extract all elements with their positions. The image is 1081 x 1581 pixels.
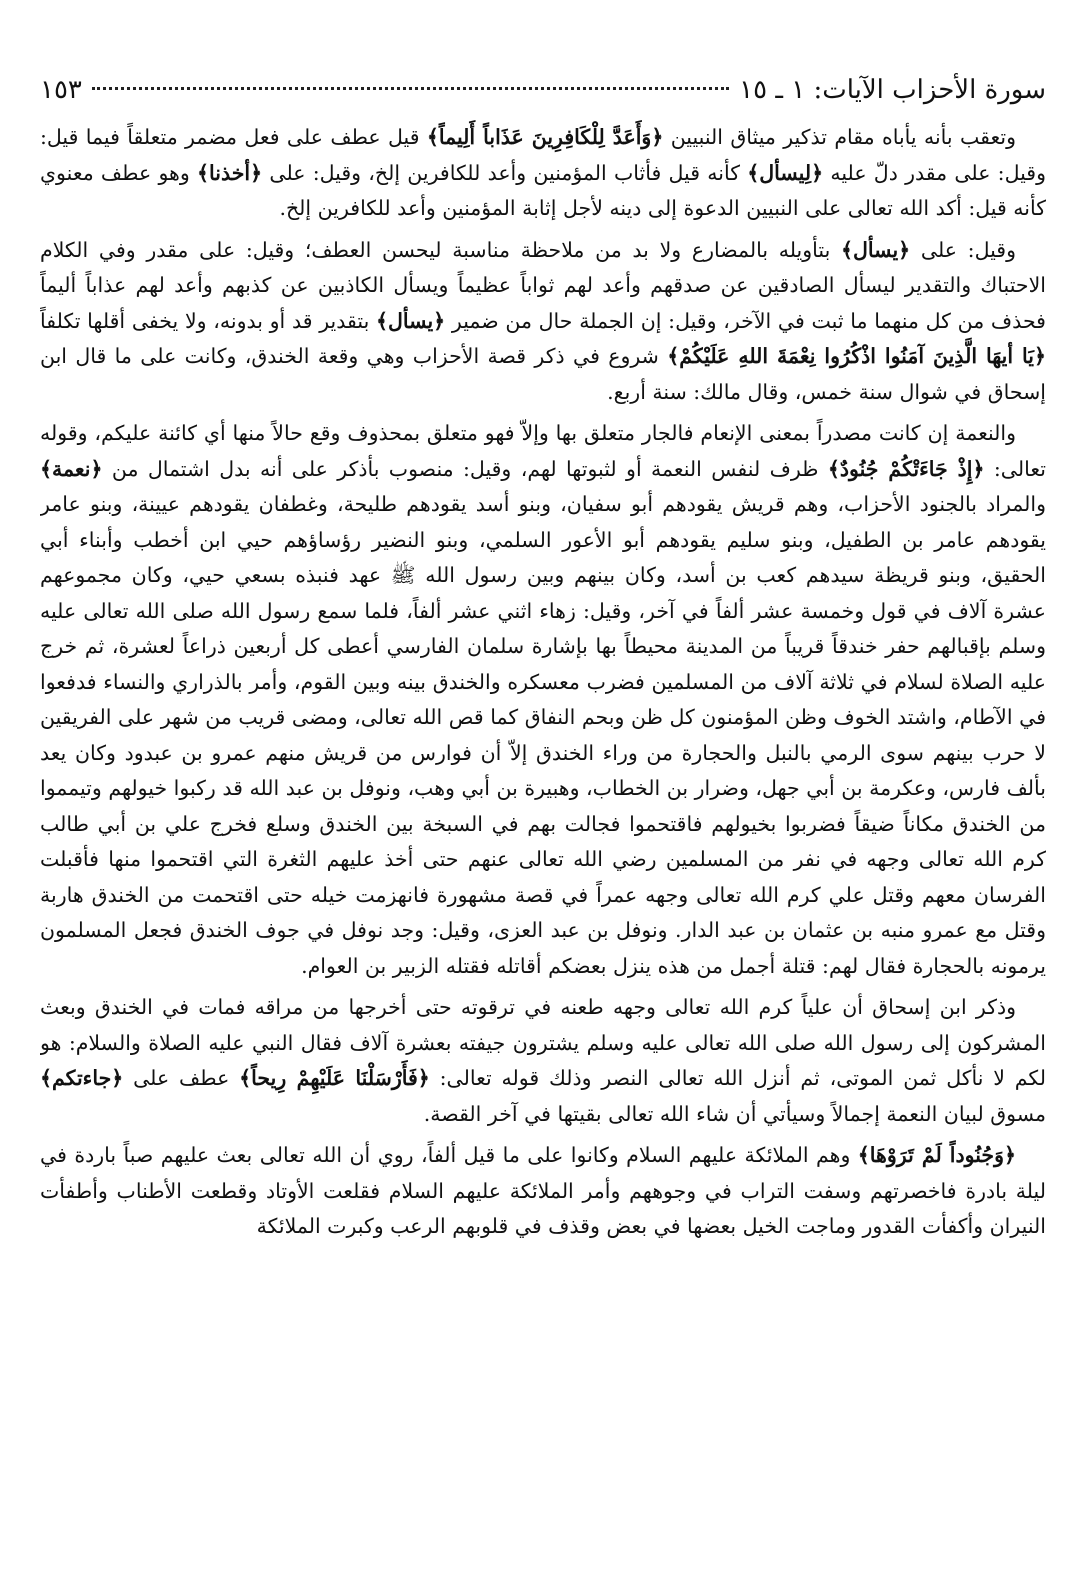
text-segment: قيل عطف على فعل مضمر متعلقاً فيما قيل: وقيل: على مقدر دلّ عليه (40, 125, 1046, 185)
paragraph (40, 233, 1046, 411)
book-page (40, 68, 1046, 1568)
text-segment: وتعقب بأنه يأباه مقام تذكير ميثاق النبيين (663, 125, 1016, 149)
paragraph (40, 416, 1046, 984)
text-segment: بتقدير قد أو بدونه، ولا يخفى أقلها تكلفاً (40, 308, 376, 333)
quran-quote: ﴿أخذنا﴾ (197, 160, 263, 185)
commentary-text (40, 120, 1046, 1245)
text-segment: ظرف لنفس النعمة أو لثبوتها لهم، وقيل: منصوب بأذكر على أنه بدل اشتمال من (102, 456, 828, 481)
quran-quote: ﴿وَأَعَدَّ لِلْكَافِرِينَ عَذَاباً أَلِيماً﴾ (426, 125, 664, 149)
text-segment: وقيل: على (910, 237, 1016, 262)
page-number: ١٥٣ (40, 75, 82, 105)
paragraph (40, 990, 1046, 1132)
text-segment: عطف على (123, 1066, 240, 1090)
quran-quote: ﴿إِذْ جَاءَتْكُمْ جُنُودٌ﴾ (827, 456, 985, 481)
text-segment: والمراد بالجنود الأحزاب، وهم قريش يقودهم أبو سفيان، وبنو أسد يقودهم طليحة، وغطفان يقودهم عيينة، وبنو عامر يقودهم عامر بن الطفيل، وبنو سليم يقودهم أبو الأعور السلمي، وبنو النضير رؤساؤهم حيي ابن أخطب وأبناء أبي الحقيق، وبنو قريظة سيدهم كعب بن أسد، وكان بينهم وبين رسول الله ﷺ عهد فنبذه بسعي حيي، وكان مجموعهم عشرة آلاف في قول وخمسة عشر ألفاً في آخر، وقيل: زهاء اثني عشر ألفاً، فلما سمع رسول الله صلى الله تعالى عليه وسلم بإقبالهم حفر خندقاً قريباً من المدينة محيطاً بها بإشارة سلمان الفارسي أعطى كل أربعين ذراعاً لعشرة، ثم خرج عليه الصلاة لسلام في ثلاثة آلاف من المسلمين فضرب معسكره والخندق بينه وبين القوم، وأمر بالذراري والنساء فدفعوا في الآطام، واشتد الخوف وظن المؤمنون كل ظن وبحم النفاق كما قص الله تعالى، ومضى قريب من شهر على الفريقين لا حرب بينهم سوى الرمي بالنبل والحجارة من وراء الخندق إلاّ أن فوارس من قريش منهم عمرو بن عبدود وكان يعد بألف فارس، وعكرمة بن أبي جهل، وضرار بن الخطاب، وهبيرة بن أبي وهب، ونوفل بن عبد الله قد ركبوا خيولهم وتيمموا من الخندق مكاناً ضيقاً فضربوا بخيولهم فاقتحموا فجالت بهم في السبخة بين الخندق وسلع فخرج علي بن أبي طالب كرم الله تعالى وجهه في نفر من المسلمين رضي الله تعالى عنهم حتى أخذ عليهم الثغرة التي اقتحموا منها فأقبلت الفرسان معهم وقتل علي كرم الله تعالى وجهه عمراً في قصة مشهورة فانهزمت خيله حتى اقتحمت من الخندق هاربة وقتل مع عمرو منبه بن عثمان بن عبد الدار. ونوفل بن عبد العزى، وقيل: وجد نوفل في جوف الخندق فجعل المسلمون يرمونه بالحجارة فقال لهم: قتلة أجمل من هذه ينزل بعضكم أقاتله فقتله الزبير بن العوام. (40, 492, 1046, 978)
quran-quote: ﴿لِيسأل﴾ (747, 160, 824, 185)
quran-quote: ﴿يَا أيهَا الَّذِينَ آمَنُوا اذْكُرُوا نِعْمَةَ اللهِ عَلَيْكُمْ﴾ (667, 344, 1046, 368)
paragraph (40, 1138, 1046, 1245)
quran-quote: ﴿وَجُنُوداً لَمْ تَرَوْهَا﴾ (857, 1143, 1016, 1167)
text-segment: مسوق لبيان النعمة إجمالاً وسيأتي أن شاء الله تعالى بقيتها في آخر القصة. (423, 1101, 1046, 1126)
quran-quote: ﴿فَأَرْسَلْنَا عَلَيْهِمْ رِيحاً﴾ (239, 1066, 430, 1090)
text-segment: والنعمة إن كانت مصدراً بمعنى الإنعام فالجار متعلق بها وإلاّ فهو متعلق بمحذوف وقع حالاً منها أي كائنة عليكم، وقوله تعالى: (40, 421, 1046, 481)
text-segment: وهم الملائكة عليهم السلام وكانوا على ما قيل ألفاً، روي أن الله تعالى بعث عليهم صباً باردة في ليلة بادرة فاخصرتهم وسفت التراب في وجوههم وأمر الملائكة عليهم السلام فقلعت الأوتاد وقطعت الأطناب وأطفأت النيران وأكفأت القدور وماجت الخيل بعضها في بعض وقذف في قلوبهم الرعب وكبرت الملائكة (40, 1143, 1046, 1238)
surah-section-title: سورة الأحزاب الآيات: ١ ـ ١٥ (739, 75, 1046, 105)
text-segment: وهو عطف معنوي كأنه قيل: أكد الله تعالى على النبيين الدعوة إلى دينه لأجل إثابة المؤمنين وأعد للكافرين إلخ. (40, 160, 1046, 220)
quran-quote: ﴿يسأل﴾ (376, 308, 446, 333)
text-segment: شروع في ذكر قصة الأحزاب وهي وقعة الخندق، وكانت على ما قال ابن إسحاق في شوال سنة خمس، وقال مالك: سنة أربع. (40, 344, 1046, 404)
text-segment: كأنه قيل فأثاب المؤمنين وأعد للكافرين إلخ، وقيل: على (262, 160, 748, 185)
text-segment: بتأويله بالمضارع ولا بد من ملاحظة مناسبة ليحسن العطف؛ وقيل: على مقدر وفي الكلام الاحتباك والتقدير ليسأل الصادقين عن صدقهم وأعد لهم ثواباً عظيماً ويسأل الكاذبين عن كذبهم وأعد لهم عذاباً أليماً فحذف من كل منهما ما ثبت في الآخر، وقيل: إن الجملة حال من ضمير (40, 237, 1046, 333)
quran-quote: ﴿يسأل﴾ (841, 237, 911, 262)
paragraph (40, 120, 1046, 227)
quran-quote: ﴿جاءتكم﴾ (40, 1066, 124, 1090)
running-header (40, 68, 1046, 112)
quran-quote: ﴿نعمة﴾ (40, 456, 103, 481)
dotted-leader (92, 87, 729, 90)
text-segment: وذكر ابن إسحاق أن علياً كرم الله تعالى وجهه طعنه في ترقوته حتى أخرجها من مراقه فمات في الخندق وبعث المشركون إلى رسول الله صلى الله تعالى عليه وسلم يشترون جيفته بعشرة آلاف فقال النبي عليه الصلاة والسلام: هو لكم لا نأكل ثمن الموتى، ثم أنزل الله تعالى النصر وذلك قوله تعالى: (40, 995, 1046, 1090)
